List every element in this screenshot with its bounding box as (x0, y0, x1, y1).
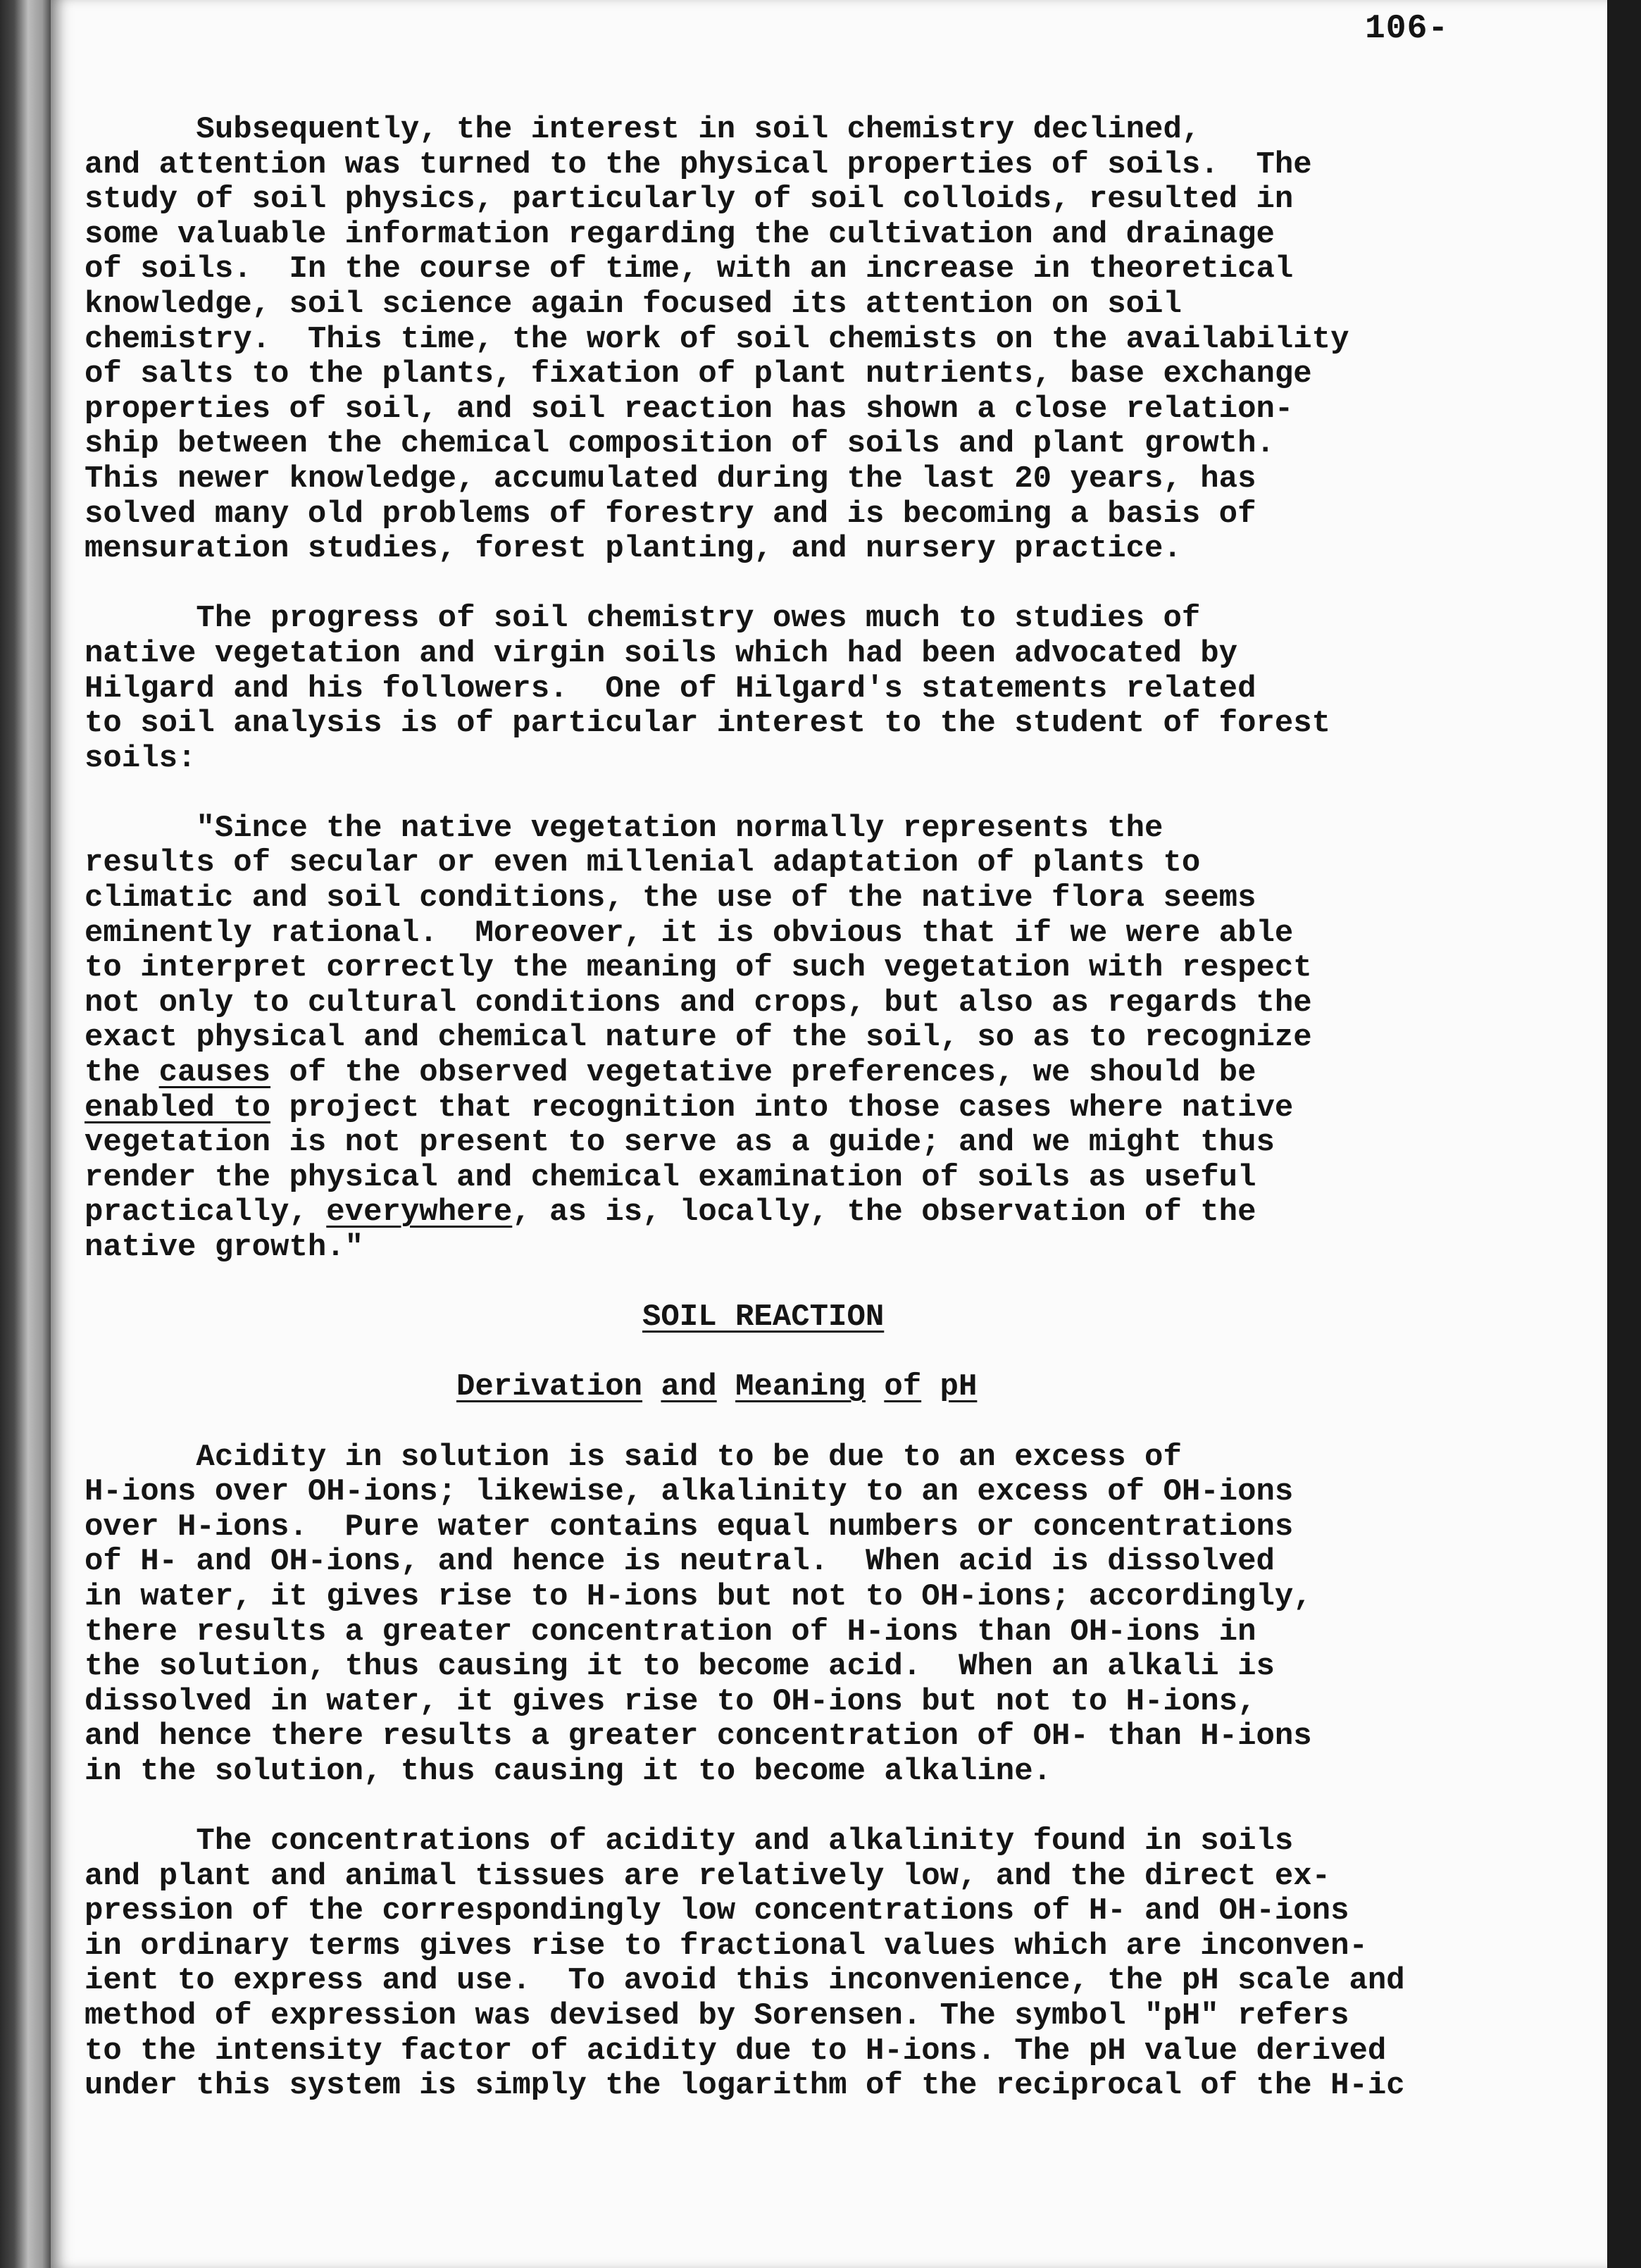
text-line: in the solution, thus causing it to become alkaline. (85, 1753, 1052, 1789)
subheading-word: and (661, 1369, 717, 1405)
text-line: render the physical and chemical examination of soils as useful (85, 1159, 1256, 1195)
text-line: of soils. In the course of time, with an increase in theoretical (85, 251, 1294, 287)
underlined-word: enabled to (85, 1090, 271, 1126)
paragraph-4 (85, 1440, 1556, 1790)
text-line: knowledge, soil science again focused its attention on soil (85, 286, 1182, 322)
text-line: The concentrations of acidity and alkalinity found in soils (85, 1824, 1294, 1859)
underlined-word: everywhere (326, 1195, 513, 1230)
text-line: mensuration studies, forest planting, and nursery practice. (85, 531, 1182, 567)
text-line: and attention was turned to the physical properties of soils. The (85, 147, 1312, 182)
text-line: results of secular or even millenial adaptation of plants to (85, 845, 1201, 881)
text-line: Subsequently, the interest in soil chemistry declined, (85, 112, 1201, 147)
text-line: solved many old problems of forestry and is becoming a basis of (85, 496, 1256, 532)
text-line: ship between the chemical composition of soils and plant growth. (85, 426, 1275, 462)
text-line: chemistry. This time, the work of soil chemists on the availability (85, 321, 1349, 357)
page-number: 106- (1365, 10, 1449, 48)
text-line: Hilgard and his followers. One of Hilgard's statements related (85, 671, 1256, 706)
text-line: over H-ions. Pure water contains equal numbers or concentrations (85, 1509, 1294, 1545)
text-line: under this system is simply the logarithm of the reciprocal of the H-ic (85, 2068, 1405, 2104)
text-line: method of expression was devised by Sorensen. The symbol "pH" refers (85, 1998, 1349, 2034)
text-line: study of soil physics, particularly of soil colloids, resulted in (85, 182, 1294, 218)
paragraph-gap (85, 776, 1556, 811)
text-line: the solution, thus causing it to become acid. When an alkali is (85, 1649, 1275, 1685)
text-line: H-ions over OH-ions; likewise, alkalinity to an excess of OH-ions (85, 1474, 1294, 1510)
text-line: ient to express and use. To avoid this inconvenience, the pH scale and (85, 1963, 1405, 1999)
text-line: This newer knowledge, accumulated during the last 20 years, has (85, 461, 1256, 497)
text-line: pression of the correspondingly low concentrations of H- and OH-ions (85, 1893, 1349, 1929)
text-line: to the intensity factor of acidity due to H-ions. The pH value derived (85, 2033, 1387, 2069)
text-line: the causes of the observed vegetative preferences, we should be (85, 1055, 1256, 1091)
scan-right-edge (1606, 0, 1641, 2268)
paragraph-gap (85, 1790, 1556, 1825)
paragraph-2 (85, 602, 1556, 776)
subheading-word: Derivation (456, 1369, 643, 1405)
text-line: some valuable information regarding the cultivation and drainage (85, 216, 1275, 252)
scan-left-edge (0, 0, 56, 2268)
text-line: in ordinary terms gives rise to fractional values which are inconven- (85, 1928, 1368, 1964)
text-line: not only to cultural conditions and crops, but also as regards the (85, 985, 1312, 1021)
text-line: there results a greater concentration of H-ions than OH-ions in (85, 1614, 1256, 1650)
text-line: eminently rational. Moreover, it is obvious that if we were able (85, 915, 1294, 951)
paragraph-gap (85, 1266, 1556, 1301)
text-line: of H- and OH-ions, and hence is neutral. When acid is dissolved (85, 1544, 1275, 1580)
heading-gap (85, 1335, 1556, 1371)
subsection-heading (85, 1370, 1556, 1405)
section-heading (85, 1300, 1556, 1335)
text-line: exact physical and chemical nature of the soil, so as to recognize (85, 1020, 1312, 1056)
text-line: in water, it gives rise to H-ions but not to OH-ions; accordingly, (85, 1578, 1312, 1614)
text-line: enabled to project that recognition into those cases where native (85, 1090, 1294, 1126)
body-text (85, 113, 1556, 2104)
paragraph-1 (85, 113, 1556, 567)
heading-gap (85, 1405, 1556, 1440)
text-line: "Since the native vegetation normally represents the (85, 810, 1163, 846)
text-line: dissolved in water, it gives rise to OH-ions but not to H-ions, (85, 1683, 1256, 1719)
paragraph-3-quotation (85, 811, 1556, 1266)
text-line: native vegetation and virgin soils which had been advocated by (85, 635, 1238, 671)
text-line: of salts to the plants, fixation of plant nutrients, base exchange (85, 356, 1312, 392)
text-line: properties of soil, and soil reaction has shown a close relation- (85, 391, 1294, 427)
subheading-word: pH (940, 1369, 978, 1405)
text-line: climatic and soil conditions, the use of the native flora seems (85, 880, 1256, 916)
section-heading-text: SOIL REACTION (642, 1300, 885, 1335)
text-line: practically, everywhere, as is, locally, the observation of the (85, 1195, 1256, 1230)
text-line: The progress of soil chemistry owes much to studies of (85, 601, 1201, 637)
text-line: soils: (85, 740, 196, 776)
subheading-word: Meaning (735, 1369, 866, 1405)
paragraph-gap (85, 567, 1556, 602)
text-line: to soil analysis is of particular interest to the student of forest (85, 706, 1331, 742)
text-line: native growth." (85, 1230, 364, 1265)
paragraph-5 (85, 1824, 1556, 2104)
text-line: Acidity in solution is said to be due to an excess of (85, 1439, 1182, 1475)
text-line: and hence there results a greater concentration of OH- than H-ions (85, 1719, 1312, 1755)
subheading-word: of (884, 1369, 922, 1405)
text-line: vegetation is not present to serve as a guide; and we might thus (85, 1125, 1275, 1161)
text-line: and plant and animal tissues are relatively low, and the direct ex- (85, 1858, 1331, 1894)
underlined-word: causes (158, 1055, 271, 1091)
document-page (51, 0, 1607, 2268)
text-line: to interpret correctly the meaning of such vegetation with respect (85, 950, 1312, 986)
